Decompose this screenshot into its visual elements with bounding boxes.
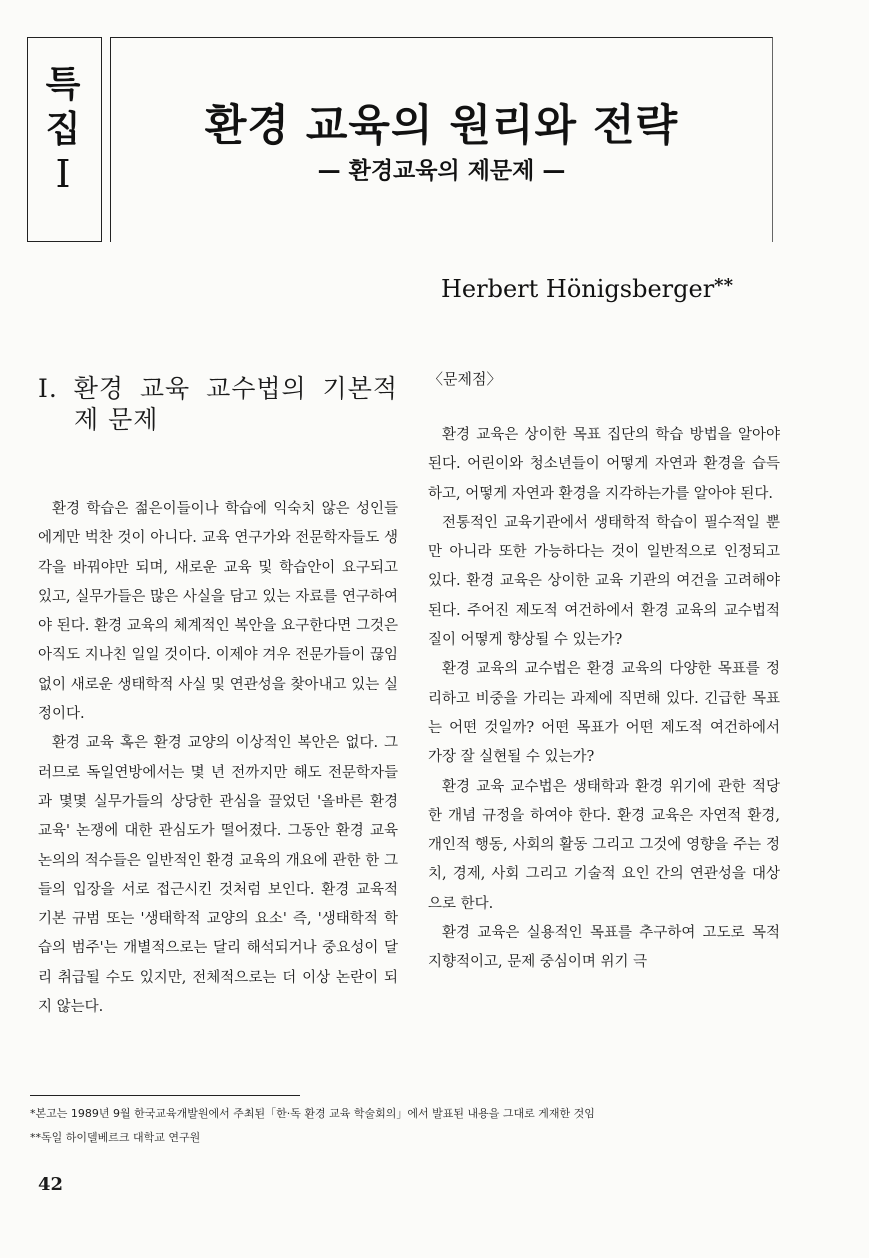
paragraph: 환경 교육 교수법은 생태학과 환경 위기에 관한 적당한 개념 규정을 하여야 한다. 환경 교육은 자연적 환경, 개인적 행동, 사회의 활동 그리고 그것에 영향을 주는 정치, 경제, 사회 그리고 기술적 요인 간의 연관성을 대상으로 한다. xyxy=(428,778,780,912)
footnote-2: **독일 하이델베르크 대학교 연구원 xyxy=(30,1131,201,1144)
paragraph: 환경 교육은 실용적인 목표를 추구하여 고도로 목적 지향적이고, 문제 중심이며 위기 극 xyxy=(428,925,780,971)
subsection-label: 〈문제점〉 xyxy=(428,370,502,388)
paragraph: 환경 학습은 젊은이들이나 학습에 익숙치 않은 성인들에게만 벅찬 것이 아니다. 교육 연구가와 전문학자들도 생각을 바꿔야만 되며, 새로운 교육 및 학습안이 요구되고 있고, 실무가들은 많은 사실을 담고 있는 자료를 연구하여야 된다. 환경 교육의 체계적인 복안을 요구한다면 그것은 아직도 지나친 일일 것이다. 이제야 겨우 전문가들이 끊임없이 새로운 생태학적 사실 및 연관성을 찾아내고 있는 실정이다. xyxy=(38,501,398,723)
paragraph: 환경 교육 혹은 환경 교양의 이상적인 복안은 없다. 그러므로 독일연방에서는 몇 년 전까지만 해도 전문학자들과 몇몇 실무가들의 상당한 관심을 끌었던 '올바른 환경 교육' 논쟁에 대한 관심도가 떨어졌다. 그동안 환경 교육 논의의 적수들은 일반적인 환경 교육의 개요에 관한 한 그들의 입장을 서로 접근시킨 것처럼 보인다. 환경 교육적 기본 규범 또는 '생태학적 교양의 요소' 즉, '생태학적 학습의 범주'는 개별적으로는 달리 해석되거나 중요성이 달리 취급될 수도 있지만, 전체적으로는 더 이상 논란이 되지 않는다. xyxy=(38,735,398,1016)
article-subtitle: — 환경교육의 제문제 — xyxy=(317,158,566,184)
right-column xyxy=(428,367,780,978)
left-column xyxy=(38,373,398,1022)
footnotes xyxy=(30,1102,820,1150)
author-line xyxy=(441,275,733,303)
author-footnote-mark: ** xyxy=(714,275,733,296)
badge-char-2: 집 xyxy=(45,109,81,150)
series-badge xyxy=(38,62,88,197)
footnote-divider xyxy=(30,1095,300,1096)
article-title: 환경 교육의 원리와 전략 xyxy=(204,101,679,151)
badge-char-3: I xyxy=(55,152,71,196)
page-number: 42 xyxy=(38,1174,64,1195)
footnote-1: *본고는 1989년 9월 한국교육개발원에서 주최된「한·독 환경 교육 학술회의」에서 발표된 내용을 그대로 게재한 것임 xyxy=(30,1107,595,1120)
paragraph: 전통적인 교육기관에서 생태학적 학습이 필수적일 뿐만 아니라 또한 가능하다는 것이 일반적으로 인정되고 있다. 환경 교육은 상이한 교육 기관의 여건을 고려해야 된다. 주어진 제도적 여건하에서 환경 교육의 교수법적 질이 어떻게 향상될 수 있는가? xyxy=(428,514,780,649)
paragraph: 환경 교육의 교수법은 환경 교육의 다양한 목표를 정리하고 비중을 가리는 과제에 직면해 있다. 긴급한 목표는 어떤 것일까? 어떤 목표가 어떤 제도적 여건하에서 가장 잘 실현될 수 있는가? xyxy=(428,661,780,766)
paragraph: 환경 교육은 상이한 목표 집단의 학습 방법을 알아야 된다. 어린이와 청소년들이 어떻게 자연과 환경을 습득하고, 어떻게 자연과 환경을 지각하는가를 알아야 된다. xyxy=(428,427,780,502)
section-heading: I. 환경 교육 교수법의 기본적 제 문제 xyxy=(38,374,398,434)
badge-char-1: 특 xyxy=(45,64,81,105)
author-name: Herbert Hönigsberger xyxy=(440,275,715,303)
